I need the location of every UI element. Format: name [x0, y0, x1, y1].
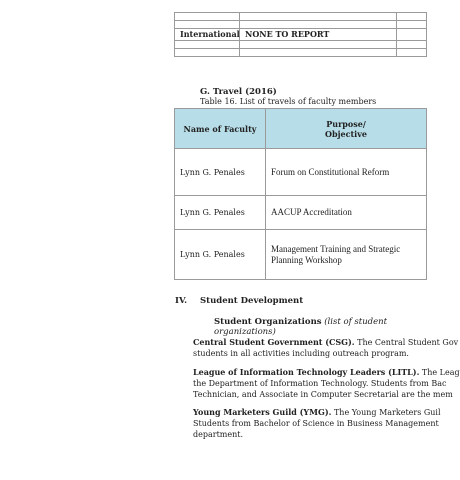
travel-purpose: Management Training and Strategic Planning Workshop — [266, 230, 427, 280]
section-title: Student Development — [200, 296, 304, 306]
faculty-name: Lynn G. Penales — [175, 149, 266, 196]
travel-heading: G. Travel (2016) — [200, 87, 277, 97]
faculty-name: Lynn G. Penales — [175, 196, 266, 230]
org-paragraph-csg: Central Student Government (CSG). The Central Student Gov students in all activities including outreach program. — [193, 337, 459, 358]
section-number: IV. — [175, 296, 188, 306]
travel-purpose: AACUP Accreditation — [266, 196, 427, 230]
org-paragraph-litl: League of Information Technology Leaders (LITL). The Leag the Department of Information Technology. Students from Bac Technician, and Associate in Computer Secretarial are the mem — [193, 367, 460, 399]
row-value: NONE TO REPORT — [240, 29, 397, 41]
table-row — [175, 196, 427, 230]
travel-purpose: Forum on Constitutional Reform — [266, 149, 427, 196]
org-paragraph-ymg: Young Marketers Guild (YMG). The Young Marketers Guil Students from Bachelor of Science in Business Management department. — [193, 407, 441, 439]
table-header-row — [175, 109, 427, 149]
table-row — [175, 29, 427, 41]
subsection-title: Student Organizations (list of student organizations) — [214, 317, 388, 337]
previous-table — [174, 12, 427, 57]
col-header-purpose: Purpose/ Objective — [266, 109, 427, 149]
travel-caption: Table 16. List of travels of faculty members — [200, 97, 377, 106]
table-row — [175, 21, 427, 29]
table-row — [175, 13, 427, 21]
travel-table — [174, 108, 427, 280]
col-header-name: Name of Faculty — [175, 109, 266, 149]
table-row — [175, 149, 427, 196]
table-row — [175, 230, 427, 280]
table-row — [175, 49, 427, 57]
row-label: International — [175, 29, 240, 41]
table-row — [175, 41, 427, 49]
faculty-name: Lynn G. Penales — [175, 230, 266, 280]
